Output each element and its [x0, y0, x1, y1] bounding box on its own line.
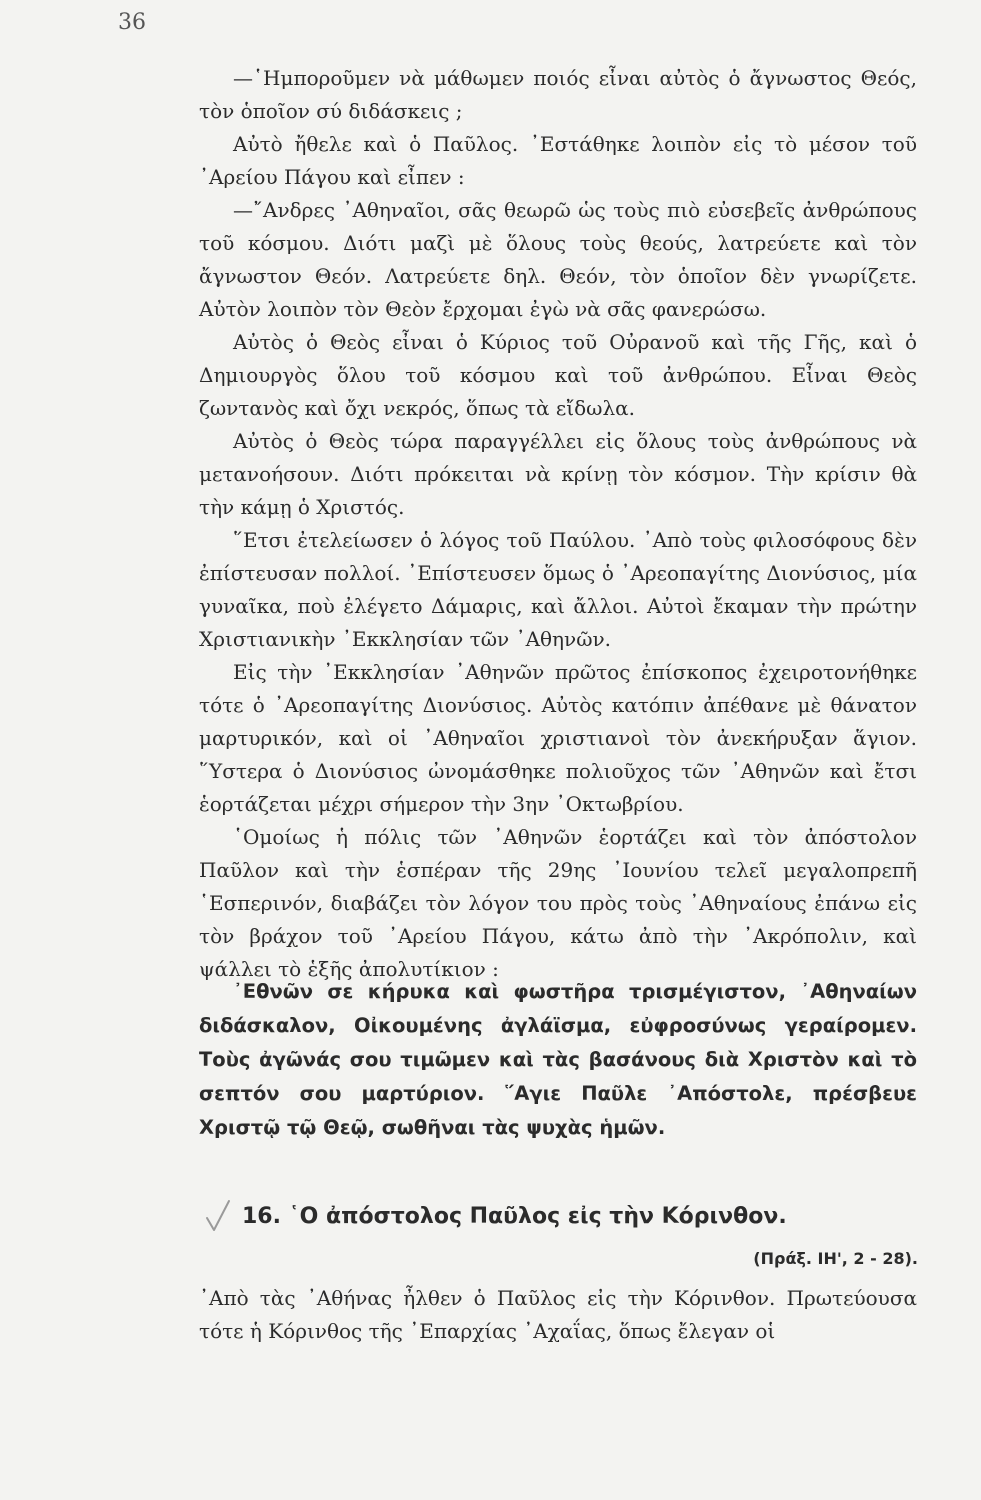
page-number: 36 [118, 10, 146, 35]
section-title: 16. ῾Ο ἀπόστολος Παῦλος εἰς τὴν Κόρινθον. [242, 1204, 787, 1229]
paragraph: Εἰς τὴν ᾿Εκκλησίαν ᾿Αθηνῶν πρῶτος ἐπίσκοπος ἐχειροτονήθηκε τότε ὁ ᾿Αρεοπαγίτης Διονύσιος. Αὐτὸς κατόπιν ἀπέθανε μὲ θάνατον μαρτυρικόν, καὶ οἱ ᾿Αθηναῖοι χριστιανοὶ τὸν ἀνεκήρυξαν ἅγιον. ῞Υστερα ὁ Διονύσιος ὠνομάσθηκε πολιοῦχος τῶν ᾿Αθηνῶν καὶ ἔτσι ἑορτάζεται μέχρι σήμερον τὴν 3ην ᾿Οκτωβρίου. [199, 660, 917, 816]
paragraph: —῎Ανδρες ᾿Αθηναῖοι, σᾶς θεωρῶ ὡς τοὺς πιὸ εὐσεβεῖς ἀνθρώπους τοῦ κόσμου. Διότι μαζὶ μὲ ὅλους τοὺς θεούς, λατρεύετε καὶ τὸν ἄγνωστον Θεόν. Λατρεύετε δηλ. Θεόν, τὸν ὁποῖον δὲν γνωρίζετε. Αὐτὸν λοιπὸν τὸν Θεὸν ἔρχομαι ἐγὼ νὰ σᾶς φανερώσω. [199, 198, 917, 321]
paragraph: ῞Ετσι ἐτελείωσεν ὁ λόγος τοῦ Παύλου. ᾿Απὸ τοὺς φιλοσόφους δὲν ἐπίστευσαν πολλοί. ᾿Επίστευσεν ὅμως ὁ ᾿Αρεοπαγίτης Διονύσιος, μία γυναῖκα, ποὺ ἐλέγετο Δάμαρις, καὶ ἄλλοι. Αὐτοὶ ἔκαμαν τὴν πρώτην Χριστιανικὴν ᾿Εκκλησίαν τῶν ᾿Αθηνῶν. [199, 528, 917, 651]
paragraph: Αὐτὸς ὁ Θεὸς εἶναι ὁ Κύριος τοῦ Οὐρανοῦ καὶ τῆς Γῆς, καὶ ὁ Δημιουργὸς ὅλου τοῦ κόσμου καὶ τοῦ ἀνθρώπου. Εἶναι Θεὸς ζωντανὸς καὶ ὄχι νεκρός, ὅπως τὰ εἴδωλα. [199, 330, 917, 420]
paragraph: ῾Ομοίως ἡ πόλις τῶν ᾿Αθηνῶν ἑορτάζει καὶ τὸν ἀπόστολον Παῦλον καὶ τὴν ἑσπέραν τῆς 29ης ᾿Ιουνίου τελεῖ μεγαλοπρεπῆ ῾Εσπερινόν, διαβάζει τὸν λόγον του πρὸς τοὺς ᾿Αθηναίους ἐπάνω εἰς τὸν βράχον τοῦ ᾿Αρείου Πάγου, κάτω ἀπὸ τὴν ᾿Ακρόπολιν, καὶ ψάλλει τὸ ἑξῆς ἀπολυτίκιον : [199, 825, 917, 981]
apolytikion-hymn [199, 975, 917, 1145]
paragraph: Αὐτὸς ὁ Θεὸς τώρα παραγγέλλει εἰς ὅλους τοὺς ἀνθρώπους νὰ μετανοήσουν. Διότι πρόκειται νὰ κρίνῃ τὸν κόσμον. Τὴν κρίσιν θὰ τὴν κάμῃ ὁ Χριστός. [199, 429, 917, 519]
pencil-check-mark-icon [205, 1198, 231, 1236]
paragraph: ᾿Απὸ τὰς ᾿Αθήνας ἦλθεν ὁ Παῦλος εἰς τὴν Κόρινθον. Πρωτεύουσα τότε ἡ Κόρινθος τῆς ᾿Επαρχίας ᾿Αχαΐας, ὅπως ἔλεγαν οἱ [199, 1286, 917, 1343]
closing-text [199, 1282, 917, 1348]
scripture-reference: (Πράξ. ΙΗ', 2 - 28). [753, 1249, 918, 1268]
hymn-text: ᾿Εθνῶν σε κήρυκα καὶ φωστῆρα τρισμέγιστον, ᾿Αθηναίων διδάσκαλον, Οἰκουμένης ἀγλάϊσμα, εὐφροσύνως γεραίρομεν. Τοὺς ἀγῶνάς σου τιμῶμεν καὶ τὰς βασάνους διὰ Χριστὸν καὶ τὸ σεπτόν σου μαρτύριον. ῞Αγιε Παῦλε ᾿Απόστολε, πρέσβευε Χριστῷ τῷ Θεῷ, σωθῆναι τὰς ψυχὰς ἡμῶν. [199, 980, 917, 1139]
paragraph: Αὐτὸ ἤθελε καὶ ὁ Παῦλος. ᾿Εστάθηκε λοιπὸν εἰς τὸ μέσον τοῦ ᾿Αρείου Πάγου καὶ εἶπεν : [199, 132, 917, 189]
main-text [199, 62, 917, 986]
paragraph: —῾Ημποροῦμεν νὰ μάθωμεν ποιός εἶναι αὐτὸς ὁ ἄγνωστος Θεός, τὸν ὁποῖον σύ διδάσκεις ; [199, 66, 917, 123]
